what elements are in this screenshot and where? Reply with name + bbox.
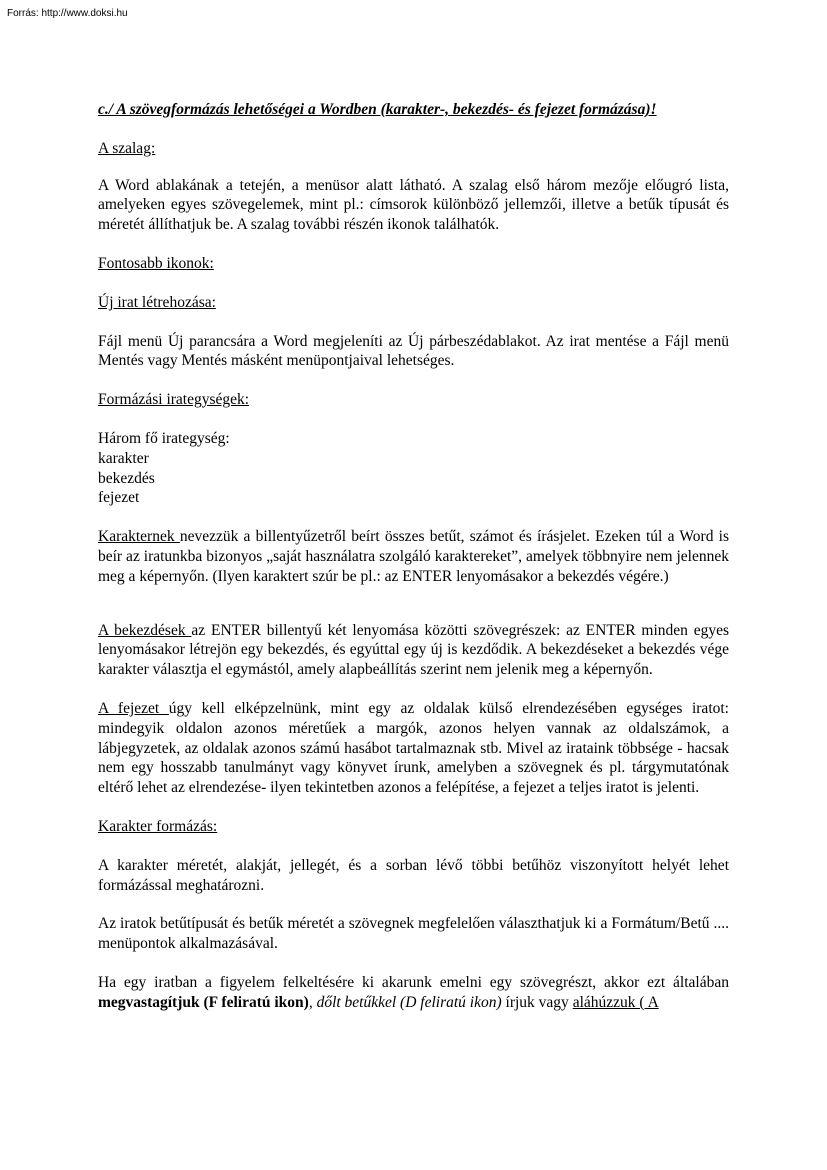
heading-uj-irat: Új irat létrehozása: (98, 293, 216, 311)
list-item: Három fő irategység: (98, 429, 230, 447)
document-page (98, 100, 729, 1013)
list-item: karakter (98, 449, 149, 467)
paragraph-uj-irat: Fájl menü Új parancsára a Word megjeleníti az Új párbeszédablakot. Az irat mentése a Fájl menü Mentés vagy Mentés másként menüpontjaival lehetséges. (98, 332, 729, 370)
heading-ikonok: Fontosabb ikonok: (98, 254, 214, 272)
karakter-text: nevezzük a billentyűzetről beírt összes betűt, számot és írásjelet. Ezeken túl a Word is beír az iratunkba bizonyos „saját használatra szolgáló karaktereket”, amelyek többnyire nem jelennek meg a képernyőn. (Ilyen karaktert szúr be pl.: az ENTER lenyomásakor a bekezdés végére.) (98, 528, 729, 585)
paragraph-szalag: A Word ablakának a tetején, a menüsor alatt látható. A szalag első három mezője előugró lista, amelyeken egyes szövegelemek, mint pl.: címsorok különböző jellemzői, illetve a betűk típusát és méretét állíthatjuk be. A szalag további részén ikonok találhatók. (98, 176, 729, 234)
term-karakter: Karakternek (98, 528, 180, 546)
fejezet-text: úgy kell elképzelnünk, mint egy az oldalak külső elrendezésében egységes iratot: mindegyik oldalon azonos méretűek a margók, azonos helyen vannak az oldalszámok, a lábjegyzetek, az oldalak azonos számú hasábot tartalmaznak stb. Mivel az irataink többsége - hacsak nem egy hosszabb tanulmányt vagy könyvet írunk, amelyben a szövegnek és pl. tárgymutatónak eltérő lehet az elrendezése- ilyen tekintetben azonos a felépítése, a fejezet a teljes iratot is jelenti. (98, 699, 729, 797)
list-item: bekezdés (98, 469, 155, 487)
paragraph-kiemeles (98, 973, 729, 1013)
source-label: Forrás: http://www.doksi.hu (7, 8, 128, 19)
kiemeles-underline: aláhúzzuk ( A (572, 993, 659, 1011)
irategyseg-list (98, 429, 729, 508)
kiemeles-text-3: írjuk vagy (501, 993, 573, 1011)
paragraph-karakter-formazas-1: A karakter méretét, alakját, jellegét, és a sorban lévő többi betűhöz viszonyított helyét lehet formázással meghatározni. (98, 856, 729, 894)
paragraph-karakter (98, 527, 729, 586)
heading-szalag: A szalag: (98, 139, 156, 157)
kiemeles-italic: dőlt betűkkel (D feliratú ikon) (316, 993, 502, 1011)
list-item: fejezet (98, 489, 140, 507)
term-fejezet: A fejezet (98, 699, 169, 717)
kiemeles-text-2: , (308, 993, 317, 1011)
heading-karakter-formazas: Karakter formázás: (98, 817, 218, 835)
document-title: c./ A szövegformázás lehetőségei a Wordben (karakter-, bekezdés- és fejezet formázása)! (98, 101, 657, 118)
paragraph-karakter-formazas-2: Az iratok betűtípusát és betűk méretét a szövegnek megfelelően választhatjuk ki a Formátum/Betű .... menüpontok alkalmazásával. (98, 915, 729, 953)
paragraph-bekezdes (98, 621, 729, 680)
paragraph-fejezet (98, 699, 729, 798)
kiemeles-text-1: Ha egy iratban a figyelem felkeltésére ki akarunk emelni egy szövegrészt, akkor ezt általában (98, 973, 729, 991)
term-bekezdes: A bekezdések (98, 621, 192, 639)
heading-irategysegek: Formázási irategységek: (98, 391, 250, 409)
bekezdes-text: az ENTER billentyű két lenyomása közötti szövegrészek: az ENTER minden egyes lenyomásakor létrejön egy bekezdés, és egyúttal egy új is kezdődik. A bekezdéseket a bekezdés vége karakter választja el egymástól, amely alapbeállítás szerint nem jelenik meg a képernyőn. (98, 621, 729, 679)
kiemeles-bold: megvastagítjuk (F feliratú ikon) (98, 993, 309, 1011)
